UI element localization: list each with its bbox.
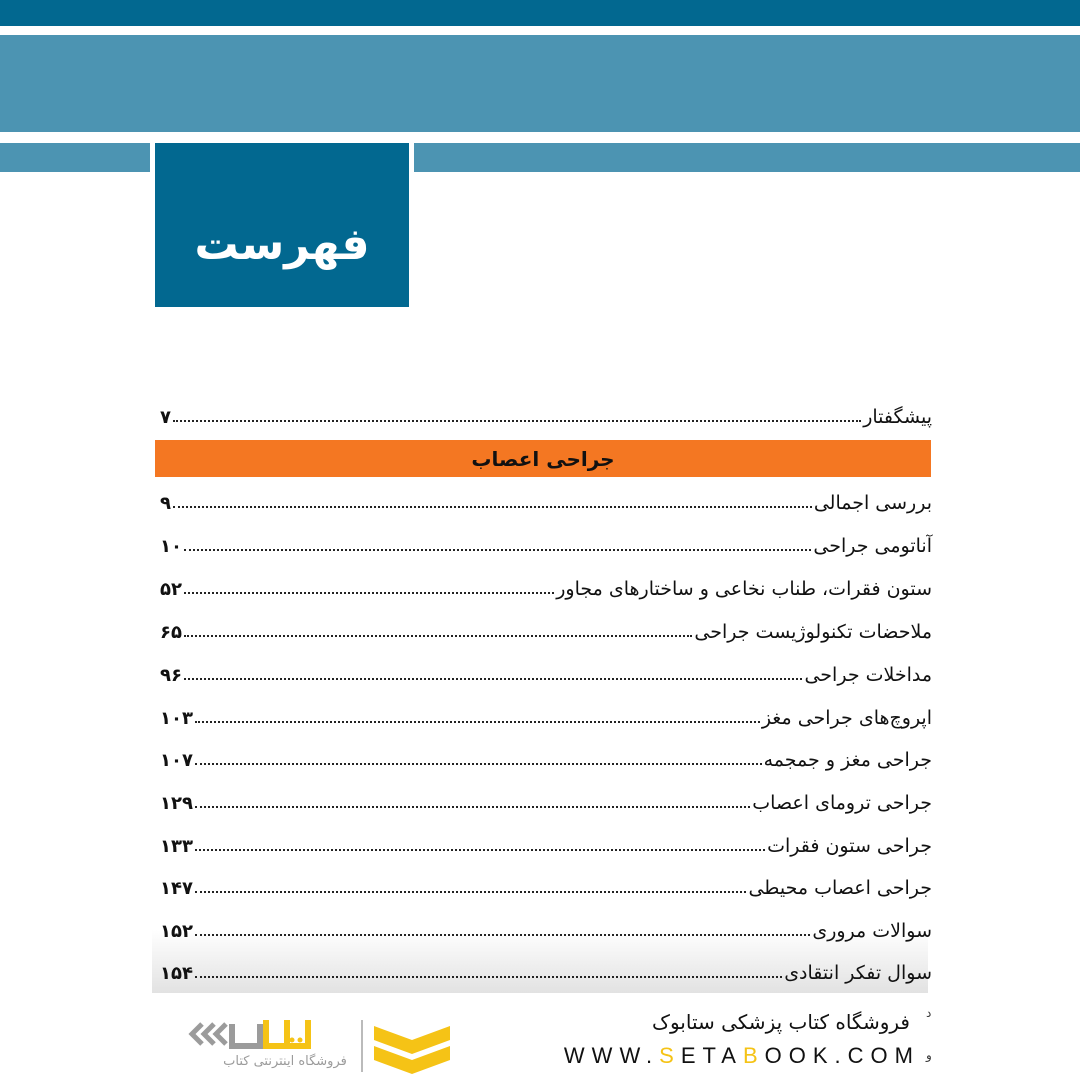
header-strip-right [414,143,1080,172]
toc-page: ۱۵۲ [160,921,193,942]
store-name: فروشگاه کتاب پزشکی ستابوک [652,1010,910,1034]
toc-label: بررسی اجمالی [813,492,932,514]
dot-leader [195,806,750,808]
toc-label: اپروچ‌های جراحی مغز [761,707,932,729]
toc-page: ۵۲ [160,579,182,600]
dot-leader [173,420,861,422]
toc-row[interactable] [160,954,932,984]
logo-tagline: فروشگاه اینترنتی کتاب [223,1054,347,1069]
toc-page: ۱۲۹ [160,793,193,814]
toc-label: ملاحضات تکنولوژیست جراحی [694,621,932,643]
toc-page: ۱۰ [160,536,182,557]
toc-page: ۶۵ [160,622,182,643]
dot-leader [195,849,765,851]
edge-mark: و [926,1048,932,1062]
toc-page: ۱۰۷ [160,750,193,771]
toc-page: ۱۵۴ [160,963,193,984]
toc-label: پیشگفتار [863,406,932,428]
toc-page: ۹۶ [160,665,182,686]
dot-leader [195,763,762,765]
dot-leader [184,635,692,637]
toc-label: مداخلات جراحی [804,664,932,686]
url-part: OOK.COM [764,1043,920,1068]
toc-page: ۹ [160,493,171,514]
dot-leader [195,976,782,978]
toc-label: جراحی ستون فقرات [767,835,932,857]
toc-row[interactable] [160,613,932,643]
toc-row[interactable] [160,699,932,729]
setabook-logo[interactable] [188,1010,453,1078]
toc-row[interactable] [160,912,932,942]
toc-label: جراحی مغز و جمجمه [763,749,932,771]
header-top-bar [0,0,1080,26]
dot-leader [173,506,812,508]
toc-label: ستون فقرات، طناب نخاعی و ساختارهای مجاور [556,578,932,600]
url-part: WWW. [563,1043,660,1068]
toc-page: ۷ [160,407,171,428]
header-strip-left [0,143,150,172]
toc-page: ۱۴۷ [160,878,193,899]
section-title: جراحی اعصاب [471,446,615,471]
toc-page: ۱۰۳ [160,708,193,729]
toc-label: سوالات مروری [812,920,932,942]
toc-row[interactable] [160,484,932,514]
toc-row[interactable] [160,656,932,686]
page-title-box [155,143,409,307]
toc-row[interactable] [160,741,932,771]
toc-row-preface[interactable] [160,398,932,428]
toc-row[interactable] [160,527,932,557]
toc-row[interactable] [160,827,932,857]
toc-label: آناتومی جراحی [813,535,932,557]
dot-leader [195,934,810,936]
store-url[interactable] [550,1043,920,1069]
toc-label: جراحی ترومای اعصاب [752,792,932,814]
toc-label: سوال تفکر انتقادی [784,962,932,984]
url-part: ETA [680,1043,743,1068]
toc-row[interactable] [160,869,932,899]
section-header [155,440,931,477]
toc-row[interactable] [160,570,932,600]
header-band [0,35,1080,132]
toc-page: ۱۳۳ [160,836,193,857]
toc-row[interactable] [160,784,932,814]
dot-leader [184,592,554,594]
dot-leader [184,678,802,680]
edge-mark: د [926,1006,932,1020]
url-highlight: B [742,1043,765,1068]
dot-leader [195,891,746,893]
page-title: فهرست [194,218,370,270]
dot-leader [195,721,760,723]
dot-leader [184,549,811,551]
toc-label: جراحی اعصاب محیطی [748,877,932,899]
url-highlight: S [659,1043,681,1068]
